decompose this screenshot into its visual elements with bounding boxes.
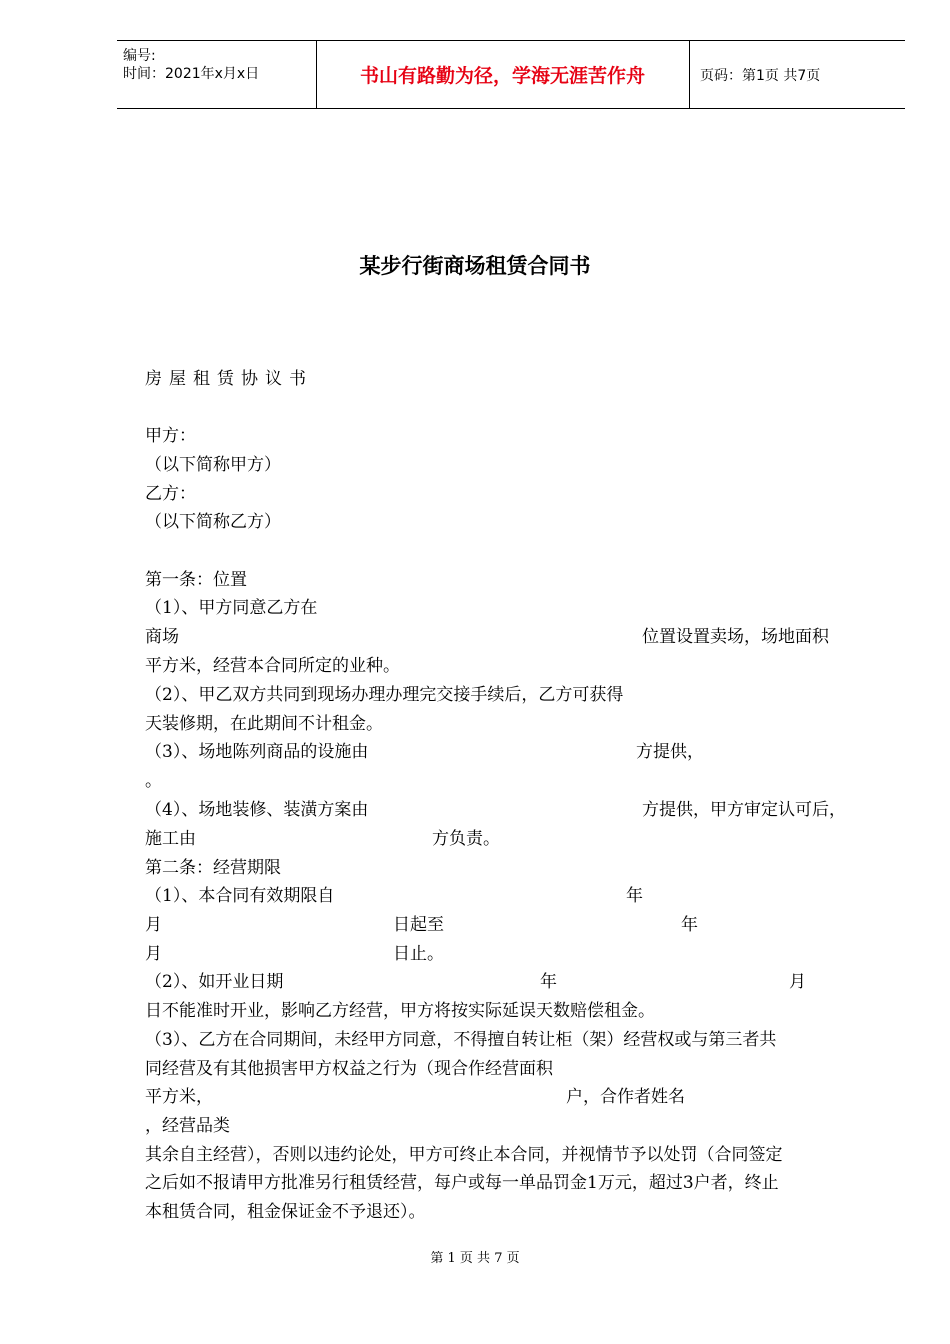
code-label: 编号:	[123, 48, 156, 64]
art2-clause2-line1-year: 年	[540, 972, 557, 992]
art1-clause1-line3: 平方米，经营本合同所定的业种。	[145, 656, 400, 676]
art2-clause3-line6: 之后如不报请甲方批准另行租赁经营，每户或每一单品罚金1万元，超过3户者，终止	[145, 1173, 779, 1193]
art2-clause3-line2: 同经营及有其他损害甲方权益之行为（现合作经营面积	[145, 1059, 553, 1079]
art2-clause2-line1-month: 月	[789, 972, 806, 992]
header-motto: 书山有路勤为径，学海无涯苦作舟	[316, 41, 690, 108]
header-page-info	[690, 41, 905, 108]
page-header	[117, 40, 905, 109]
art1-clause4-line1-right: 方提供，甲方审定认可后，	[642, 800, 846, 820]
art2-clause3-line3-left: 平方米，	[145, 1087, 213, 1107]
art2-clause3-line3-right: 户，合作者姓名	[566, 1087, 685, 1107]
art2-clause3-line1: （3）、乙方在合同期间，未经甲方同意，不得擅自转让柜（架）经营权或与第三者共	[145, 1030, 777, 1050]
art1-clause1-line2-right: 位置设置卖场，场地面积	[642, 627, 829, 647]
time-label: 时间：2021年x月x日	[123, 66, 260, 82]
art1-clause2-line2: 天装修期，在此期间不计租金。	[145, 714, 383, 734]
art2-clause1-line2-month: 月	[145, 915, 162, 935]
document-title: 某步行街商场租赁合同书	[359, 253, 591, 278]
art1-clause4-line1-left: （4）、场地装修、装潢方案由	[145, 800, 369, 820]
art1-clause1-line1: （1）、甲方同意乙方在	[145, 598, 318, 618]
page-info-text: 页码：第1页 共7页	[700, 67, 821, 84]
header-meta	[117, 41, 317, 108]
art1-clause1-line2-left: 商场	[145, 627, 179, 647]
art2-clause1-line2-from: 日起至	[393, 915, 444, 935]
art2-clause2-line1-left: （2）、如开业日期	[145, 972, 284, 992]
party-a-label: 甲方：	[145, 426, 196, 446]
art2-clause3-line5: 其余自主经营），否则以违约论处，甲方可终止本合同，并视情节予以处罚（合同签定	[145, 1145, 783, 1165]
art2-clause1-line2-year: 年	[681, 915, 698, 935]
art2-clause1-line1-year: 年	[626, 886, 643, 906]
agreement-subtitle: 房屋租赁协议书	[145, 369, 313, 389]
art2-clause1-line3-month: 月	[145, 944, 162, 964]
article-2-heading: 第二条：经营期限	[145, 858, 281, 878]
art2-clause3-line4: ，经营品类	[145, 1116, 230, 1136]
article-1-heading: 第一条：位置	[145, 570, 247, 590]
party-b-note: （以下简称乙方）	[145, 512, 281, 532]
art2-clause1-line3-end: 日止。	[393, 944, 444, 964]
art2-clause3-line7: 本租赁合同，租金保证金不予退还）。	[145, 1202, 426, 1222]
party-a-note: （以下简称甲方）	[145, 455, 281, 475]
art1-clause3-line1-left: （3）、场地陈列商品的设施由	[145, 742, 369, 762]
art2-clause2-line2: 日不能准时开业，影响乙方经营，甲方将按实际延误天数赔偿租金。	[145, 1001, 655, 1021]
art1-clause3-line2: 。	[145, 771, 162, 791]
party-b-label: 乙方：	[145, 484, 196, 504]
art1-clause2-line1: （2）、甲乙双方共同到现场办理办理完交接手续后，乙方可获得	[145, 685, 624, 705]
art1-clause4-line2-right: 方负责。	[432, 829, 500, 849]
art2-clause1-line1-left: （1）、本合同有效期限自	[145, 886, 335, 906]
art1-clause3-line1-right: 方提供，	[636, 742, 704, 762]
art1-clause4-line2-left: 施工由	[145, 829, 196, 849]
page-footer: 第 1 页 共 7 页	[430, 1251, 520, 1266]
